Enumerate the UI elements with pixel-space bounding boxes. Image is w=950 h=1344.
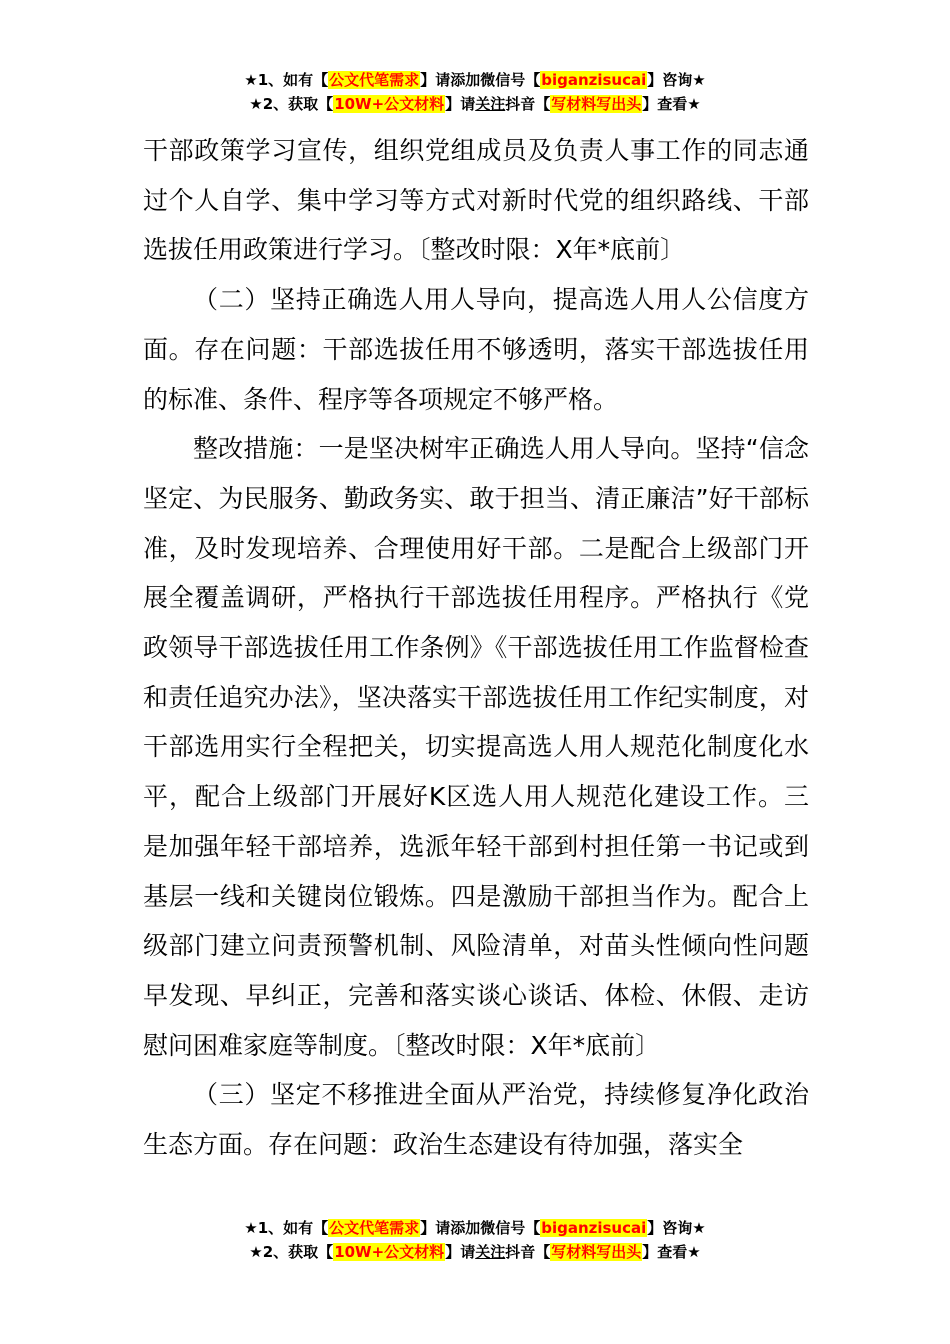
banner-line-2 <box>0 1240 950 1264</box>
paragraph-2-section-heading: （二）坚持正确选人用人导向，提高选人用人公信度方面。存在问题：干部选拔任用不够透明，落实干部选拔任用的标准、条件、程序等各项规定不够严格。 <box>143 285 809 414</box>
banner-highlight-douyin: 写材料写出头 <box>551 95 642 113</box>
banner-text: ★2、获取【 <box>249 1243 334 1261</box>
banner-text: 抖音【 <box>505 1243 551 1261</box>
banner-highlight-materials: 10W+公文材料 <box>334 95 445 113</box>
banner-highlight-douyin: 写材料写出头 <box>551 1243 642 1261</box>
header-banner <box>0 68 950 116</box>
banner-text: 抖音【 <box>505 95 551 113</box>
banner-line-1 <box>0 1216 950 1240</box>
paragraph-1: 干部政策学习宣传，组织党组成员及负责人事工作的同志通过个人自学、集中学习等方式对新时代党的组织路线、干部选拔任用政策进行学习。〔整改时限：X年*底前〕 <box>143 136 809 265</box>
banner-text: ★1、如有【 <box>244 1219 329 1237</box>
banner-text: 】咨询★ <box>647 1219 706 1237</box>
banner-text: ★1、如有【 <box>244 71 329 89</box>
banner-text: 】请添加微信号【 <box>420 1219 541 1237</box>
document-body <box>143 126 809 1170</box>
banner-highlight-materials: 10W+公文材料 <box>334 1243 445 1261</box>
paragraph-4-section-heading: （三）坚定不移推进全面从严治党，持续修复净化政治生态方面。存在问题：政治生态建设有待加强，落实全 <box>143 1080 809 1160</box>
banner-underlined-text: 关注 <box>475 95 506 113</box>
paragraph-3-measures: 整改措施：一是坚决树牢正确选人用人导向。坚持“信念坚定、为民服务、勤政务实、敢于担当、清正廉洁”好干部标准，及时发现培养、合理使用好干部。二是配合上级部门开展全覆盖调研，严格执行干部选拔任用程序。严格执行《党政领导干部选拔任用工作条例》《干部选拔任用工作监督检查和责任追究办法》，坚决落实干部选拔任用工作纪实制度，对干部选用实行全程把关，切实提高选人用人规范化制度化水平，配合上级部门开展好K区选人用人规范化建设工作。三是加强年轻干部培养，选派年轻干部到村担任第一书记或到基层一线和关键岗位锻炼。四是激励干部担当作为。配合上级部门建立问责预警机制、风险清单，对苗头性倾向性问题早发现、早纠正，完善和落实谈心谈话、体检、休假、走访慰问困难家庭等制度。〔整改时限：X年*底前〕 <box>143 434 809 1060</box>
banner-line-2 <box>0 92 950 116</box>
banner-text: 】请添加微信号【 <box>420 71 541 89</box>
banner-line-1 <box>0 68 950 92</box>
banner-underlined-text: 关注 <box>475 1243 506 1261</box>
banner-text: 】请 <box>445 1243 476 1261</box>
banner-text: 】请 <box>445 95 476 113</box>
banner-highlight-wechat: biganzisucai <box>541 71 647 89</box>
banner-highlight-service: 公文代笔需求 <box>329 1219 420 1237</box>
banner-text: 】查看★ <box>642 1243 701 1261</box>
footer-banner <box>0 1216 950 1264</box>
banner-highlight-wechat: biganzisucai <box>541 1219 647 1237</box>
banner-text: ★2、获取【 <box>249 95 334 113</box>
banner-text: 】查看★ <box>642 95 701 113</box>
banner-text: 】咨询★ <box>647 71 706 89</box>
banner-highlight-service: 公文代笔需求 <box>329 71 420 89</box>
